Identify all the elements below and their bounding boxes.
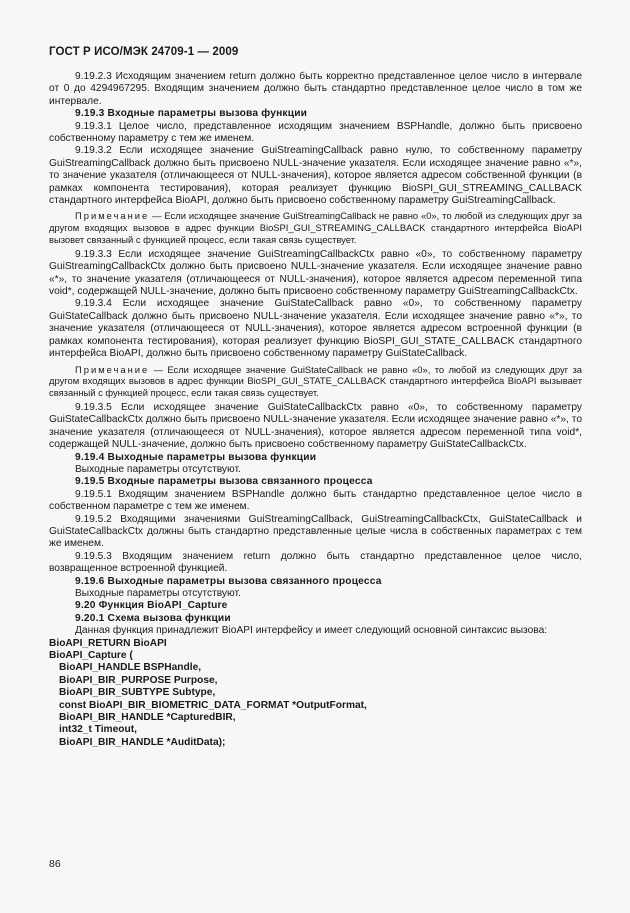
paragraph-no-output: Выходные параметры отсутствуют. [75, 463, 241, 475]
note-text: — Если исходящее значение GuiStateCallback не равно «0», то любой из следующих друг за другом входящих вызовов в адрес функции BioSPI_GUI_STATE_CALLBACK стандартного интерфейса BioAPI вызывает связанный с функцией процесс, если такая связь существует. [49, 363, 582, 399]
paragraph-no-output-2: Выходные параметры отсутствуют. [75, 588, 241, 599]
paragraph-9-19-2-3: 9.19.2.3 Исходящим значением return должно быть корректно представленное целое число в интервале от 0 до 4294967295. Входящим значением должно быть стандартно представленное целое число в том же интервале. [49, 71, 582, 107]
paragraph-9-19-5-3: 9.19.5.3 Входящим значением return должно быть стандартно представленное целое число, возвращенное встроенной функцией. [49, 550, 582, 575]
document-header: ГОСТ Р ИСО/МЭК 24709-1 — 2009 [49, 46, 239, 58]
note-1 [49, 210, 582, 245]
paragraph-9-19-3-4: 9.19.3.4 Если исходящее значение GuiStateCallback равно «0», то собственному параметру GuiStateCallback должно быть присвоено NULL-значение указателя. Если исходящее значение равно «*», то значение указателя (отличающееся от NULL-значения), которое является адресом встроенной функции (в рамках компонента тестирования), которая реализует функцию BioSPI_GUI_STATE_CALLBACK стандартного интерфейса BioAPI, должно быть присвоено собственному параметру GuiStateCallback. [49, 298, 582, 360]
note-label: Примечание [75, 363, 150, 375]
code-line: int32_t Timeout, [59, 724, 137, 736]
code-line: BioAPI_Capture ( [49, 650, 133, 662]
code-line: BioAPI_BIR_SUBTYPE Subtype, [59, 687, 216, 699]
note-2 [49, 364, 582, 399]
section-heading-9-19-4: 9.19.4 Выходные параметры вызова функции [75, 451, 317, 463]
paragraph-9-19-5-2: 9.19.5.2 Входящими значениями GuiStreamingCallback, GuiStreamingCallbackCtx, GuiStateCallback и GuiStateCallbackCtx должны быть стандартно представленные целые числа в собственных параметрах с тем же именем. [49, 513, 582, 550]
paragraph-9-19-3-2: 9.19.3.2 Если исходящее значение GuiStreamingCallback равно нулю, то собственному параметру GuiStreamingCallback должно быть присвоено NULL-значение указателя. Если исходящее значение равно «*», то значение указателя (отличающееся от NULL-значения), которое является адресом собственной функции (в рамках компонента тестирования), которая реализует функцию BioSPI_GUI_STREAMING_CALLBACK стандартного интерфейса BioAPI, должно быть присвоено собственному параметру GuiStreamingCallback. [49, 145, 582, 207]
paragraph-syntax-intro: Данная функция принадлежит BioAPI интерфейсу и имеет следующий основной синтаксис вызова: [75, 625, 548, 637]
section-heading-9-19-6: 9.19.6 Выходные параметры вызова связанного процесса [75, 575, 382, 587]
document-body [49, 71, 582, 749]
paragraph-9-19-3-3: 9.19.3.3 Если исходящее значение GuiStreamingCallbackCtx равно «0», то собственному параметру GuiStreamingCallbackCtx должно быть присвоено NULL-значение указателя. Если исходящее значение равно «*», то значение указателя (отличающееся от NULL-значения), которое является адресом переменной типа void*, содержащей NULL-значение, должно быть присвоено собственному параметру GuiStreamingCallbackCtx. [49, 248, 582, 298]
code-line: BioAPI_BIR_HANDLE *AuditData); [59, 736, 226, 748]
code-line: BioAPI_RETURN BioAPI [49, 637, 167, 649]
section-heading-9-19-3: 9.19.3 Входные параметры вызова функции [75, 108, 308, 120]
paragraph-9-19-3-1: 9.19.3.1 Целое число, представленное исходящим значением BSPHandle, должно быть присвоено собственному параметру с тем же именем. [49, 120, 582, 145]
section-heading-9-19-5: 9.19.5 Входные параметры вызова связанного процесса [75, 476, 373, 488]
note-label: Примечание [75, 210, 150, 222]
section-heading-9-20: 9.20 Функция BioAPI_Capture [75, 600, 228, 612]
code-line: BioAPI_BIR_PURPOSE Purpose, [59, 674, 218, 686]
code-line: BioAPI_BIR_HANDLE *CapturedBIR, [59, 712, 236, 724]
paragraph-9-19-5-1: 9.19.5.1 Входящим значением BSPHandle должно быть стандартно представленное целое число в собственном параметре с тем же именем. [49, 488, 582, 513]
code-line: const BioAPI_BIR_BIOMETRIC_DATA_FORMAT *OutputFormat, [59, 699, 367, 711]
code-line: BioAPI_HANDLE BSPHandle, [59, 662, 202, 674]
code-block [49, 638, 582, 750]
page-number: 86 [49, 858, 61, 870]
paragraph-9-19-3-5: 9.19.3.5 Если исходящее значение GuiStateCallbackCtx равно «0», то собственному параметру GuiStateCallbackCtx должно быть присвоено NULL-значение указателя. Если исходящее значение равно «*», то значение указателя (отличающееся от NULL-значения), которое является адресом переменной типа void*, содержащей NULL-значение, должно быть присвоено собственному параметру GuiStateCallbackCtx. [49, 401, 582, 451]
note-text: — Если исходящее значение GuiStreamingCallback не равно «0», то любой из следующих друг за другом входящих вызовов в адрес функции BioSPI_GUI_STREAMING_CALLBACK стандартного интерфейса BioAPI вызовет связанный с функцией процесс, если такая связь существует. [49, 210, 582, 246]
section-heading-9-20-1: 9.20.1 Схема вызова функции [75, 612, 231, 624]
